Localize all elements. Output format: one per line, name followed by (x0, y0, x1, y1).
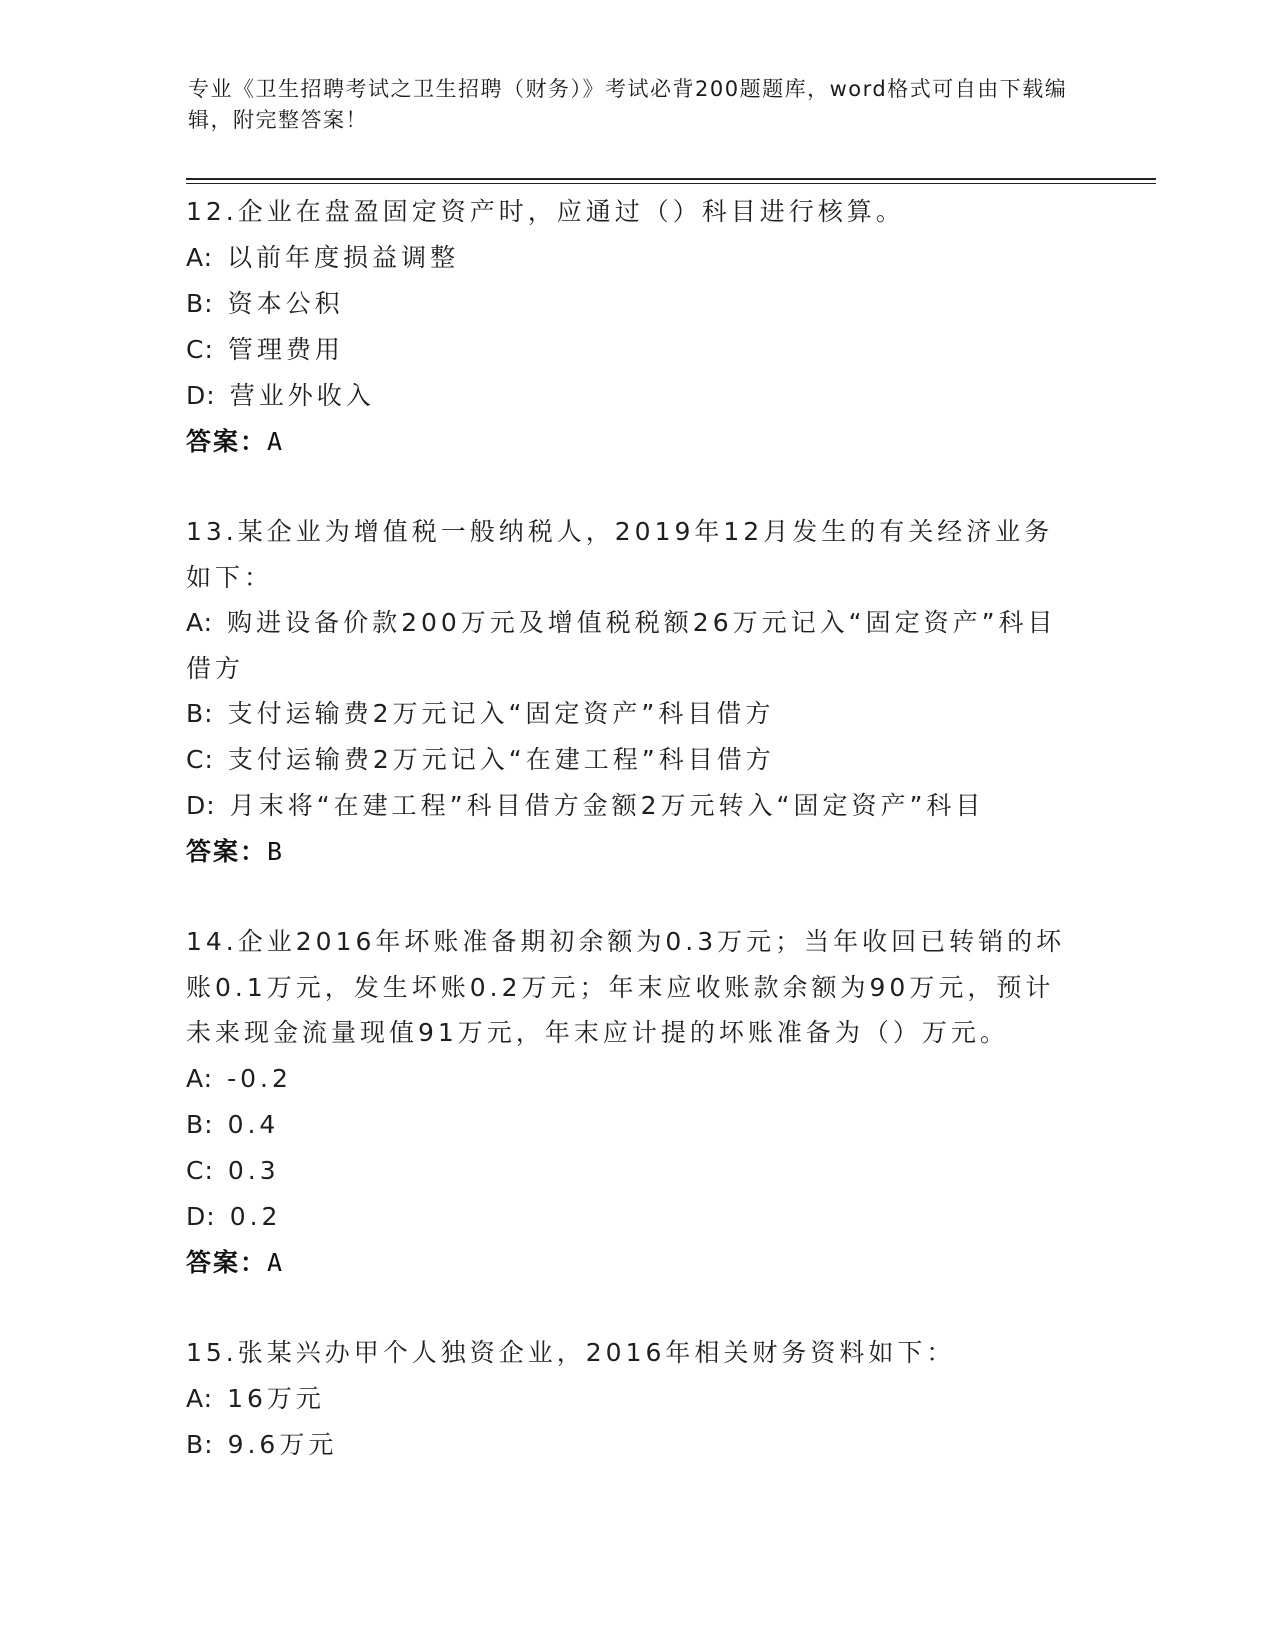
option-d (186, 373, 1086, 419)
question-stem: 15.张某兴办甲个人独资企业，2016年相关财务资料如下： (186, 1337, 956, 1367)
header-rule-thick (186, 178, 1156, 180)
option-key: D: (186, 791, 216, 820)
option-a (186, 1376, 1086, 1422)
answer-line (186, 1240, 1086, 1286)
option-b (186, 691, 1086, 737)
answer-label: 答案： (186, 427, 268, 456)
option-text: 0.4 (227, 1109, 280, 1139)
answer-label: 答案： (186, 1247, 268, 1277)
question-spacer (186, 465, 1086, 509)
option-key: A: (186, 1383, 214, 1413)
answer-value: A (267, 427, 286, 456)
option-key: B: (186, 699, 214, 728)
option-key: D: (186, 1201, 216, 1231)
option-key: A: (186, 608, 214, 637)
option-text: 管理费用 (227, 335, 344, 364)
answer-line (186, 419, 1086, 465)
question-13 (186, 509, 1086, 875)
option-c (186, 327, 1086, 373)
answer-label: 答案： (186, 837, 268, 866)
option-key: B: (186, 1109, 214, 1139)
option-b (186, 1102, 1086, 1148)
option-key: C: (186, 1155, 214, 1185)
question-15 (186, 1330, 1086, 1468)
option-c (186, 737, 1086, 783)
option-text: 月末将“在建工程”科目借方金额2万元转入“固定资产”科目 (229, 791, 985, 820)
answer-value: A (267, 1247, 286, 1277)
question-14 (186, 919, 1086, 1286)
option-key: C: (186, 335, 214, 364)
question-stem: 12.企业在盘盈固定资产时，应通过（）科目进行核算。 (186, 197, 905, 226)
option-text: 支付运输费2万元记入“固定资产”科目借方 (227, 699, 775, 728)
header-rule-thin (186, 183, 1156, 184)
option-d (186, 1194, 1086, 1240)
option-text: 9.6万元 (227, 1429, 338, 1459)
option-key: D: (186, 381, 216, 410)
question-12 (186, 189, 1086, 465)
question-stem: 13.某企业为增值税一般纳税人，2019年12月发生的有关经济业务如下： (186, 517, 1054, 592)
option-text: 0.2 (229, 1201, 282, 1231)
option-text: 营业外收入 (229, 381, 375, 410)
option-text: -0.2 (227, 1063, 292, 1093)
option-c (186, 1148, 1086, 1194)
option-a (186, 1056, 1086, 1102)
answer-value: B (267, 837, 286, 866)
option-d (186, 783, 1086, 829)
option-text: 资本公积 (227, 289, 344, 318)
question-spacer (186, 1286, 1086, 1330)
question-list (186, 189, 1086, 1468)
question-stem: 14.企业2016年坏账准备期初余额为0.3万元；当年收回已转销的坏账0.1万元，发生坏账0.2万元；年末应收账款余额为90万元，预计未来现金流量现值91万元，年末应计提的坏账准备为（）万元。 (186, 927, 1066, 1047)
option-key: A: (186, 243, 214, 272)
option-key: C: (186, 745, 214, 774)
option-text: 16万元 (227, 1383, 325, 1413)
option-key: B: (186, 1429, 214, 1459)
option-key: A: (186, 1063, 214, 1093)
answer-line (186, 829, 1086, 875)
option-key: B: (186, 289, 214, 318)
option-text: 0.3 (227, 1155, 280, 1185)
option-text: 以前年度损益调整 (227, 243, 460, 272)
document-header: 专业《卫生招聘考试之卫生招聘（财务）》考试必背200题题库，word格式可自由下载编辑，附完整答案！ (188, 77, 1068, 132)
option-b (186, 281, 1086, 327)
option-text: 购进设备价款200万元及增值税税额26万元记入“固定资产”科目借方 (186, 608, 1057, 683)
option-text: 支付运输费2万元记入“在建工程”科目借方 (227, 745, 775, 774)
option-b (186, 1422, 1086, 1468)
option-a (186, 600, 1066, 691)
question-spacer (186, 875, 1086, 919)
option-a (186, 235, 1086, 281)
